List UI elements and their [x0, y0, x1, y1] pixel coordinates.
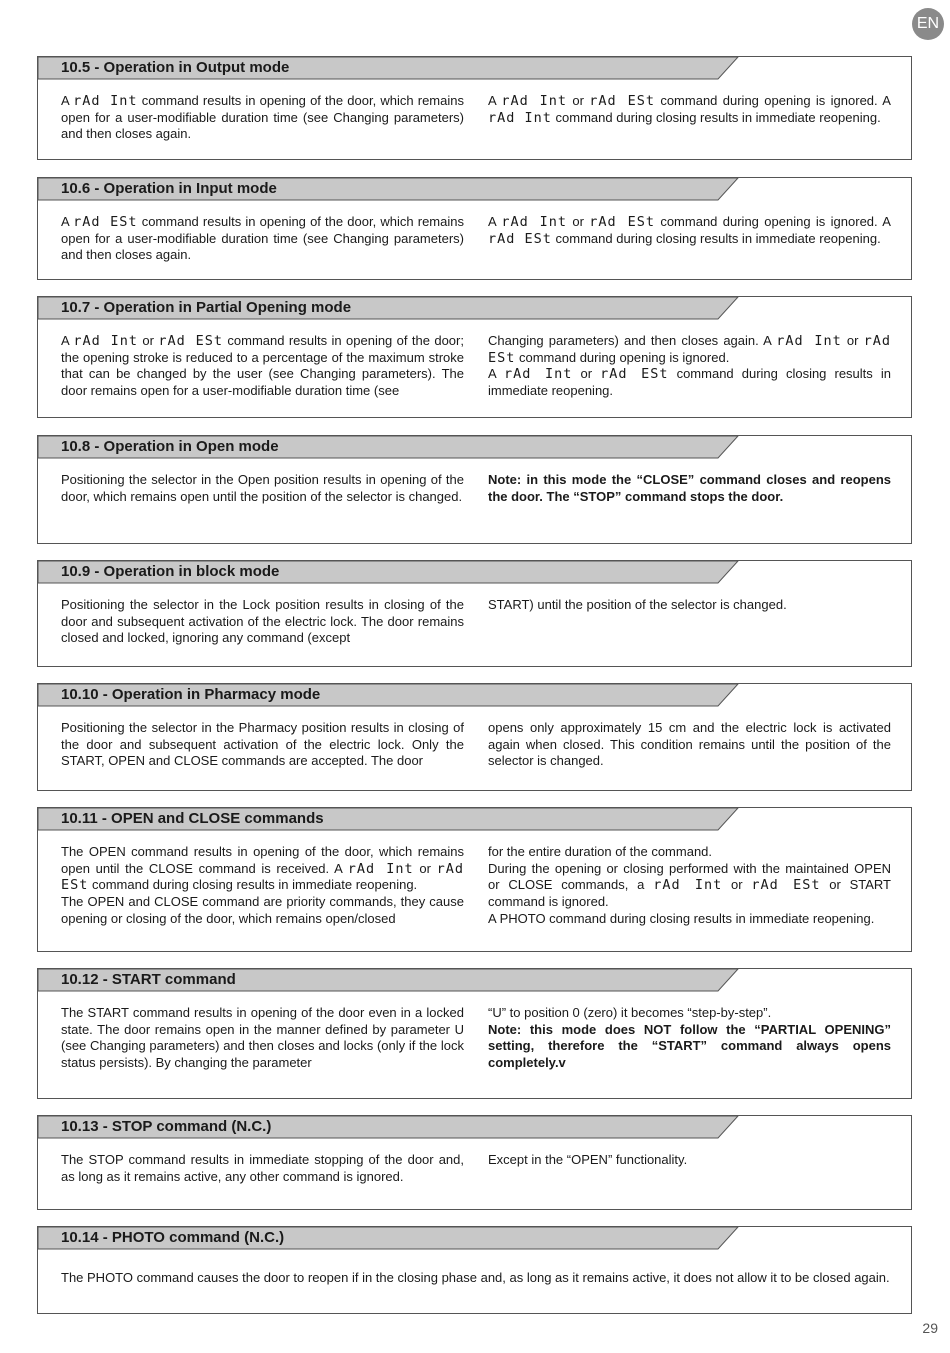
body-text: The OPEN and CLOSE command are priority commands, they cause opening or closing of the door, which remains open/closed [61, 894, 464, 926]
paragraph [488, 472, 891, 505]
section-title: 10.11 - OPEN and CLOSE commands [61, 810, 324, 827]
body-text: command during closing results in immediate reopening. [551, 230, 881, 246]
body-text: START) until the position of the selector is changed. [488, 597, 787, 612]
paragraph [488, 844, 891, 861]
display-code: rAd Int [488, 109, 552, 126]
paragraph [61, 472, 464, 505]
body-text: A PHOTO command during closing results in immediate reopening. [488, 910, 875, 926]
body-text: The OPEN command results in opening of the door, which remains open until the CLOSE command is received. A [61, 844, 464, 876]
section-box [37, 435, 912, 544]
body-text: or [566, 93, 590, 108]
body-text: Changing parameters) and then closes again. A [488, 333, 777, 348]
section-box [37, 56, 912, 160]
body-text: A [61, 333, 74, 348]
paragraph [61, 844, 464, 894]
paragraph [61, 1270, 891, 1287]
section-box [37, 1115, 912, 1210]
page-number: 29 [922, 1320, 938, 1336]
body-text: or [138, 333, 159, 348]
section-column-right [488, 333, 891, 400]
paragraph [488, 911, 891, 928]
display-code: rAd Int [776, 333, 842, 349]
section-box [37, 296, 912, 418]
paragraph [488, 366, 891, 399]
body-text: for the entire duration of the command. [488, 844, 713, 859]
paragraph [488, 333, 891, 366]
paragraph [488, 861, 891, 911]
section-column-left [61, 333, 464, 400]
body-text: During the opening or closing performed with the maintained OPEN or CLOSE commands, a [488, 860, 891, 893]
paragraph [61, 333, 464, 400]
body-text: A [488, 214, 502, 229]
paragraph [488, 720, 891, 770]
body-text: command results in opening of the door, which remains open for a user-modifiable duration time (see Changing parameters) and then closes again. [61, 214, 464, 263]
section-title: 10.7 - Operation in Partial Opening mode [61, 299, 352, 316]
display-code: rAd Int [73, 93, 138, 109]
paragraph [488, 93, 891, 126]
paragraph [488, 1005, 891, 1022]
body-text: A [488, 366, 505, 382]
section-title: 10.9 - Operation in block mode [61, 563, 280, 580]
body-text: A [488, 93, 502, 108]
body-text: “U” to position 0 (zero) it becomes “step-by-step”. [488, 1005, 772, 1020]
section-box [37, 807, 912, 952]
section-title: 10.10 - Operation in Pharmacy mode [61, 686, 321, 703]
display-code: rAd ESt [589, 93, 655, 109]
paragraph [488, 1022, 891, 1072]
display-code: rAd ESt [488, 333, 891, 366]
display-code: rAd ESt [61, 860, 464, 894]
section-box [37, 968, 912, 1099]
paragraph [61, 93, 464, 143]
section-column-right [488, 472, 891, 505]
body-text: Positioning the selector in the Lock position results in closing of the door and subsequent activation of the electric lock. The door remains closed and locked, ignoring any command (except [61, 597, 464, 646]
display-code: rAd ESt [73, 214, 138, 230]
body-text: command during opening is ignored. A [654, 214, 891, 229]
note-text: Note: this mode does NOT follow the “PARTIAL OPENING” setting, therefore the “START” command always opens completely.v [488, 1021, 891, 1071]
section-column-left [61, 720, 464, 770]
section-title: 10.14 - PHOTO command (N.C.) [61, 1229, 285, 1246]
display-code: rAd ESt [751, 877, 821, 894]
paragraph [61, 597, 464, 647]
body-text: A [61, 93, 74, 108]
body-text: Positioning the selector in the Open position results in opening of the door, which remains open until the position of the selector is changed. [61, 472, 464, 504]
section-title: 10.8 - Operation in Open mode [61, 438, 279, 455]
section-column-left [61, 93, 464, 143]
section-title: 10.5 - Operation in Output mode [61, 59, 290, 76]
display-code: rAd ESt [600, 366, 669, 383]
section-column-full [61, 1270, 891, 1287]
display-code: rAd Int [73, 333, 139, 349]
body-text: opens only approximately 15 cm and the electric lock is activated again when closed. This condition remains until the position of the selector is changed. [488, 720, 891, 769]
section-title: 10.12 - START command [61, 971, 236, 988]
display-code: rAd ESt [158, 333, 224, 349]
section-column-right [488, 844, 891, 928]
section-column-right [488, 214, 891, 247]
section-column-right [488, 93, 891, 126]
note-text: Note: in this mode the “CLOSE” command closes and reopens the door. The “STOP” command stops the door. [488, 472, 891, 504]
section-box [37, 683, 912, 791]
body-text: or [722, 877, 752, 893]
body-text: or [841, 333, 864, 348]
body-text: command during closing results in immediate reopening. [88, 877, 418, 893]
paragraph [488, 214, 891, 247]
body-text: or START command is ignored. [488, 877, 892, 910]
display-code: rAd ESt [488, 230, 552, 247]
body-text: Positioning the selector in the Pharmacy position results in closing of the door and subsequent activation of the electric lock. Only the START, OPEN and CLOSE commands are accepted. The door [61, 720, 464, 769]
display-code: rAd Int [504, 366, 573, 383]
paragraph [61, 894, 464, 927]
paragraph [61, 214, 464, 264]
language-badge: EN [912, 8, 944, 40]
display-code: rAd Int [347, 860, 414, 877]
section-box [37, 177, 912, 280]
section-box [37, 560, 912, 667]
section-title: 10.6 - Operation in Input mode [61, 180, 277, 197]
body-text: command during opening is ignored. [515, 349, 730, 365]
paragraph [488, 597, 891, 614]
body-text: Except in the “OPEN” functionality. [488, 1152, 688, 1167]
section-column-right [488, 1005, 891, 1072]
section-column-left [61, 844, 464, 928]
display-code: rAd Int [501, 214, 567, 230]
body-text: command during opening is ignored. A [654, 93, 891, 108]
display-code: rAd Int [653, 877, 723, 894]
body-text: or [572, 366, 601, 382]
paragraph [61, 720, 464, 770]
section-title: 10.13 - STOP command (N.C.) [61, 1118, 272, 1135]
display-code: rAd Int [501, 93, 567, 109]
paragraph [61, 1005, 464, 1072]
section-column-right [488, 597, 891, 614]
paragraph [488, 1152, 891, 1169]
section-column-right [488, 720, 891, 770]
body-text: The STOP command results in immediate stopping of the door and, as long as it remains active, any other command is ignored. [61, 1152, 464, 1184]
section-column-left [61, 472, 464, 505]
section-column-left [61, 597, 464, 647]
body-text: or [413, 860, 437, 876]
body-text: command results in opening of the door; the opening stroke is reduced to a percentage of the maximum stroke that can be changed by the user (see Changing parameters). The door remains open for a user-modifiable duration time (see [61, 333, 464, 399]
section-column-right [488, 1152, 891, 1169]
body-text: or [566, 214, 590, 229]
section-box [37, 1226, 912, 1314]
body-text: The PHOTO command causes the door to reopen if in the closing phase and, as long as it remains active, it does not allow it to be closed again. [61, 1270, 890, 1285]
body-text: The START command results in opening of the door even in a locked state. The door remains open in the manner defined by parameter U (see Changing parameters) and then closes and locks (only if the lock status persists). By changing the parameter [61, 1005, 464, 1071]
section-column-left [61, 1152, 464, 1185]
body-text: command during closing results in immediate reopening. [488, 366, 891, 399]
body-text: command results in opening of the door, which remains open for a user-modifiable duration time (see Changing parameters) and then closes again. [61, 93, 464, 142]
paragraph [61, 1152, 464, 1185]
section-column-left [61, 214, 464, 264]
body-text: A [61, 214, 74, 229]
display-code: rAd ESt [589, 214, 655, 230]
body-text: command during closing results in immediate reopening. [551, 109, 881, 125]
section-column-left [61, 1005, 464, 1072]
